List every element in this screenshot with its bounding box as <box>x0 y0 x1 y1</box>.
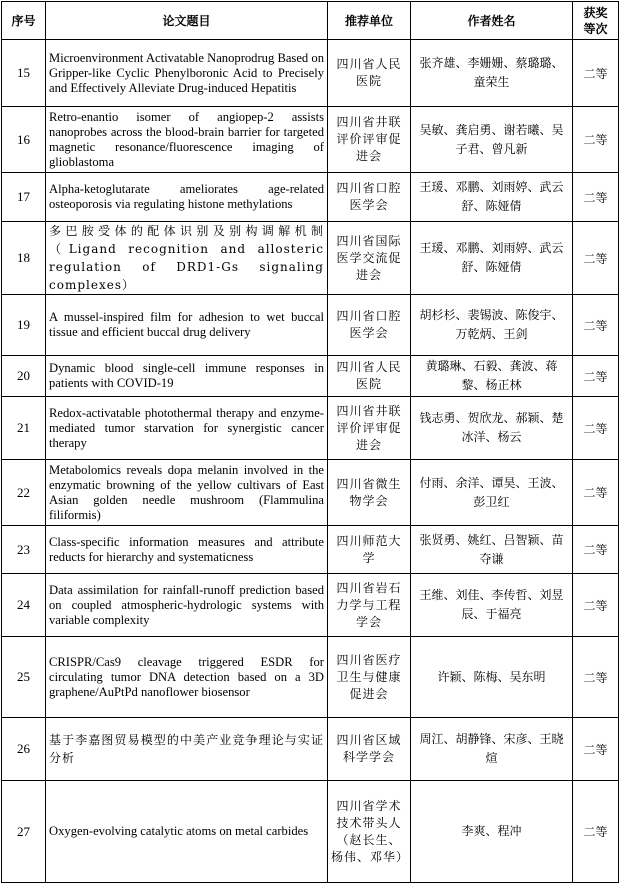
row-authors: 张齐雄、李姗姗、蔡璐璐、童荣生 <box>411 40 573 107</box>
table-row <box>2 574 619 637</box>
row-authors: 张贤勇、姚红、吕智颖、苗夺谦 <box>411 526 573 574</box>
row-award: 二等 <box>573 718 619 781</box>
row-title: Data assimilation for rainfall-runoff prediction based on coupled atmospheric-hydrologic systems with variable complexity <box>46 574 328 637</box>
table-row <box>2 107 619 173</box>
row-title: A mussel-inspired film for adhesion to wet buccal tissue and efficient buccal drug delivery <box>46 295 328 356</box>
header-row <box>2 2 619 40</box>
row-index: 16 <box>2 107 46 173</box>
row-unit: 四川省人民医院 <box>328 40 411 107</box>
table-row <box>2 460 619 526</box>
row-award: 二等 <box>573 781 619 883</box>
row-title: Oxygen-evolving catalytic atoms on metal carbides <box>46 781 328 883</box>
table-row <box>2 637 619 718</box>
header-index: 序号 <box>2 2 46 40</box>
row-title: Redox-activatable photothermal therapy and enzyme-mediated tumor starvation for synergistic cancer therapy <box>46 397 328 460</box>
row-unit: 四川省口腔医学会 <box>328 295 411 356</box>
row-authors: 李爽、程冲 <box>411 781 573 883</box>
row-authors: 王维、刘佳、李传哲、刘昱辰、于福亮 <box>411 574 573 637</box>
row-index: 23 <box>2 526 46 574</box>
row-unit: 四川省国际医学交流促进会 <box>328 222 411 295</box>
row-index: 15 <box>2 40 46 107</box>
header-award: 获奖等次 <box>573 2 619 40</box>
row-title: Retro-enantio isomer of angiopep-2 assists nanoprobes across the blood-brain barrier for targeted magnetic resonance/fluorescence imaging of glioblastoma <box>46 107 328 173</box>
row-unit: 四川省微生物学会 <box>328 460 411 526</box>
row-title: Dynamic blood single-cell immune responses in patients with COVID-19 <box>46 356 328 397</box>
table-row <box>2 397 619 460</box>
row-unit: 四川省人民医院 <box>328 356 411 397</box>
row-award: 二等 <box>573 295 619 356</box>
row-authors: 黄璐琳、石毅、龚波、蒋黎、杨正林 <box>411 356 573 397</box>
awards-table <box>1 1 619 883</box>
row-authors: 许颖、陈梅、吴东明 <box>411 637 573 718</box>
row-index: 18 <box>2 222 46 295</box>
row-authors: 胡杉杉、裴锡波、陈俊宇、万乾炳、王剑 <box>411 295 573 356</box>
row-authors: 钱志勇、贺欣龙、郝颖、楚冰洋、杨云 <box>411 397 573 460</box>
table-row <box>2 781 619 883</box>
row-unit: 四川省学术技术带头人（赵长生、杨伟、邓华） <box>328 781 411 883</box>
row-award: 二等 <box>573 526 619 574</box>
row-award: 二等 <box>573 40 619 107</box>
row-award: 二等 <box>573 637 619 718</box>
row-title: Class-specific information measures and attribute reducts for hierarchy and systematicness <box>46 526 328 574</box>
row-award: 二等 <box>573 356 619 397</box>
row-unit: 四川省医疗卫生与健康促进会 <box>328 637 411 718</box>
row-authors: 吴敏、龚启勇、谢若曦、吴子君、曾凡新 <box>411 107 573 173</box>
header-title: 论文题目 <box>46 2 328 40</box>
row-index: 25 <box>2 637 46 718</box>
row-title: Microenvironment Activatable Nanoprodrug Based on Gripper-like Cyclic Phenylboronic Acid to Precisely and Effectively Alleviate Drug-induced Hepatitis <box>46 40 328 107</box>
row-title: Alpha-ketoglutarate ameliorates age-related osteoporosis via regulating histone methylations <box>46 173 328 222</box>
header-unit: 推荐单位 <box>328 2 411 40</box>
row-index: 26 <box>2 718 46 781</box>
row-authors: 周江、胡静锋、宋彦、王晓煊 <box>411 718 573 781</box>
row-unit: 四川省区域科学学会 <box>328 718 411 781</box>
header-authors: 作者姓名 <box>411 2 573 40</box>
row-unit: 四川省口腔医学会 <box>328 173 411 222</box>
table-row <box>2 222 619 295</box>
row-award: 二等 <box>573 107 619 173</box>
row-title: Metabolomics reveals dopa melanin involved in the enzymatic browning of the yellow cultivars of East Asian golden needle mushroom (Flammulina filiformis) <box>46 460 328 526</box>
table-row <box>2 173 619 222</box>
row-award: 二等 <box>573 222 619 295</box>
row-authors: 王瑗、邓鹏、刘雨婷、武云舒、陈娅倩 <box>411 173 573 222</box>
row-index: 20 <box>2 356 46 397</box>
row-index: 27 <box>2 781 46 883</box>
row-index: 24 <box>2 574 46 637</box>
row-unit: 四川省井联评价评审促进会 <box>328 107 411 173</box>
row-authors: 付雨、余洋、谭昊、王波、彭卫红 <box>411 460 573 526</box>
row-index: 21 <box>2 397 46 460</box>
row-award: 二等 <box>573 173 619 222</box>
table-row <box>2 356 619 397</box>
table-row <box>2 526 619 574</box>
row-authors: 王瑗、邓鹏、刘雨婷、武云舒、陈娅倩 <box>411 222 573 295</box>
row-unit: 四川师范大学 <box>328 526 411 574</box>
table-row <box>2 295 619 356</box>
row-title: 基于李嘉图贸易模型的中美产业竞争理论与实证分析 <box>46 718 328 781</box>
table-row <box>2 718 619 781</box>
row-unit: 四川省岩石力学与工程学会 <box>328 574 411 637</box>
row-index: 19 <box>2 295 46 356</box>
row-award: 二等 <box>573 460 619 526</box>
table-row <box>2 40 619 107</box>
row-award: 二等 <box>573 574 619 637</box>
row-award: 二等 <box>573 397 619 460</box>
row-title: CRISPR/Cas9 cleavage triggered ESDR for circulating tumor DNA detection based on a 3D graphene/AuPtPd nanoflower biosensor <box>46 637 328 718</box>
row-index: 22 <box>2 460 46 526</box>
row-title: 多巴胺受体的配体识别及别构调解机制（Ligand recognition and allosteric regulation of DRD1-Gs signaling complexes） <box>46 222 328 295</box>
row-index: 17 <box>2 173 46 222</box>
row-unit: 四川省井联评价评审促进会 <box>328 397 411 460</box>
